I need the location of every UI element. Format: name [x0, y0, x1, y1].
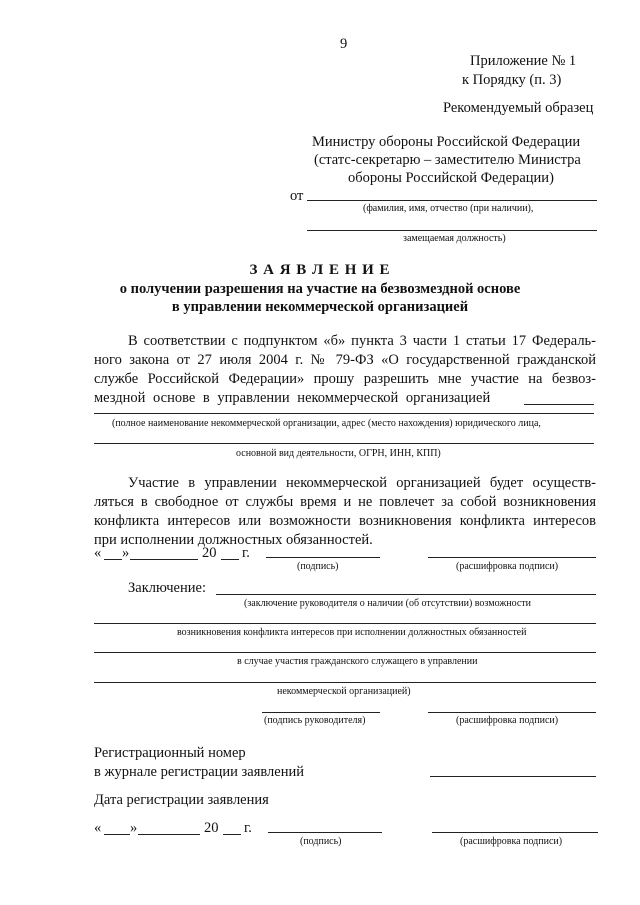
from-label: от	[290, 188, 304, 204]
signature2-line[interactable]	[268, 832, 382, 833]
addressee-line-1: Министру обороны Российской Федерации	[312, 134, 581, 150]
conclusion-caption-2: возникновения конфликта интересов при исполнении должностных обязанностей	[177, 627, 527, 638]
decoding1-line[interactable]	[428, 557, 596, 558]
document-subtitle-2: в управлении некоммерческой организацией	[171, 299, 469, 315]
signature1-caption: (подпись)	[297, 561, 339, 572]
appendix-label: Приложение № 1	[470, 53, 577, 69]
body1-line-3: службе Российской Федерации» прошу разрешить мне участие на безвоз-	[94, 371, 596, 387]
conclusion-line-2[interactable]	[94, 623, 596, 624]
from-position-caption: замещаемая должность)	[403, 233, 506, 244]
from-name-line[interactable]	[307, 200, 597, 201]
registration-number-label-1: Регистрационный номер	[94, 745, 246, 761]
conclusion-caption-3: в случае участия гражданского служащего в управлении	[237, 656, 478, 667]
date1-open-quote: «	[94, 545, 102, 561]
date1-day-line[interactable]	[104, 559, 122, 560]
registration-number-line[interactable]	[430, 776, 596, 777]
document-title: З А Я В Л Е Н И Е	[249, 262, 391, 278]
conclusion-caption-4: некоммерческой организацией)	[277, 686, 411, 697]
date1-year-prefix: 20	[202, 545, 217, 561]
registration-date-label: Дата регистрации заявления	[94, 792, 269, 808]
body2-line-4: при исполнении должностных обязанностей.	[94, 532, 373, 548]
order-reference: к Порядку (п. 3)	[462, 72, 562, 88]
date1-year-suffix: г.	[242, 545, 250, 561]
manager-decoding-line[interactable]	[428, 712, 596, 713]
date2-year-prefix: 20	[204, 820, 219, 836]
date2-day-line[interactable]	[104, 834, 130, 835]
page-number: 9	[340, 36, 348, 52]
manager-decoding-caption: (расшифровка подписи)	[456, 715, 559, 726]
org-name-inline-line[interactable]	[524, 404, 594, 405]
org-details-caption: основной вид деятельности, ОГРН, ИНН, КПП)	[236, 448, 441, 459]
signature2-caption: (подпись)	[300, 836, 342, 847]
conclusion-label: Заключение:	[128, 580, 206, 596]
manager-signature-line[interactable]	[262, 712, 380, 713]
body1-line-2: ного закона от 27 июля 2004 г. № 79-ФЗ «О государственной гражданской	[94, 352, 596, 368]
body1-line-1: В соответствии с подпунктом «б» пункта 3 части 1 статьи 17 Федераль-	[128, 333, 596, 349]
conclusion-line-1[interactable]	[216, 594, 596, 595]
date2-year-suffix: г.	[244, 820, 252, 836]
date2-month-line[interactable]	[138, 834, 200, 835]
registration-number-label-2: в журнале регистрации заявлений	[94, 764, 304, 780]
manager-signature-caption: (подпись руководителя)	[264, 715, 366, 726]
date1-month-line[interactable]	[130, 559, 198, 560]
decoding2-line[interactable]	[432, 832, 598, 833]
org-name-line[interactable]	[94, 413, 594, 414]
date1-year-line[interactable]	[221, 559, 239, 560]
decoding1-caption: (расшифровка подписи)	[456, 561, 559, 572]
sample-label: Рекомендуемый образец	[443, 100, 594, 116]
decoding2-caption: (расшифровка подписи)	[460, 836, 563, 847]
from-position-line[interactable]	[307, 230, 597, 231]
signature1-line[interactable]	[266, 557, 380, 558]
date2-year-line[interactable]	[223, 834, 241, 835]
org-name-caption: (полное наименование некоммерческой организации, адрес (место нахождения) юридического лица,	[112, 418, 541, 429]
body2-line-1: Участие в управлении некоммерческой организацией будет осуществ-	[128, 475, 596, 491]
org-details-line[interactable]	[94, 443, 594, 444]
body1-line-4: мездной основе в управлении некоммерческой организацией	[94, 390, 491, 406]
conclusion-line-3[interactable]	[94, 652, 596, 653]
from-name-caption: (фамилия, имя, отчество (при наличии),	[363, 203, 534, 214]
conclusion-caption-1: (заключение руководителя о наличии (об отсутствии) возможности	[244, 598, 531, 609]
addressee-line-3: обороны Российской Федерации)	[348, 170, 554, 186]
date1-close-quote: »	[122, 545, 130, 561]
conclusion-line-4[interactable]	[94, 682, 596, 683]
addressee-line-2: (статс-секретарю – заместителю Министра	[314, 152, 581, 168]
document-subtitle-1: о получении разрешения на участие на безвозмездной основе	[119, 281, 521, 297]
body2-line-2: ляться в свободное от службы время и не повлечет за собой возникновения	[94, 494, 596, 510]
date2-open-quote: «	[94, 820, 102, 836]
body2-line-3: конфликта интересов или возможности возникновения конфликта интересов	[94, 513, 596, 529]
date2-close-quote: »	[130, 820, 138, 836]
